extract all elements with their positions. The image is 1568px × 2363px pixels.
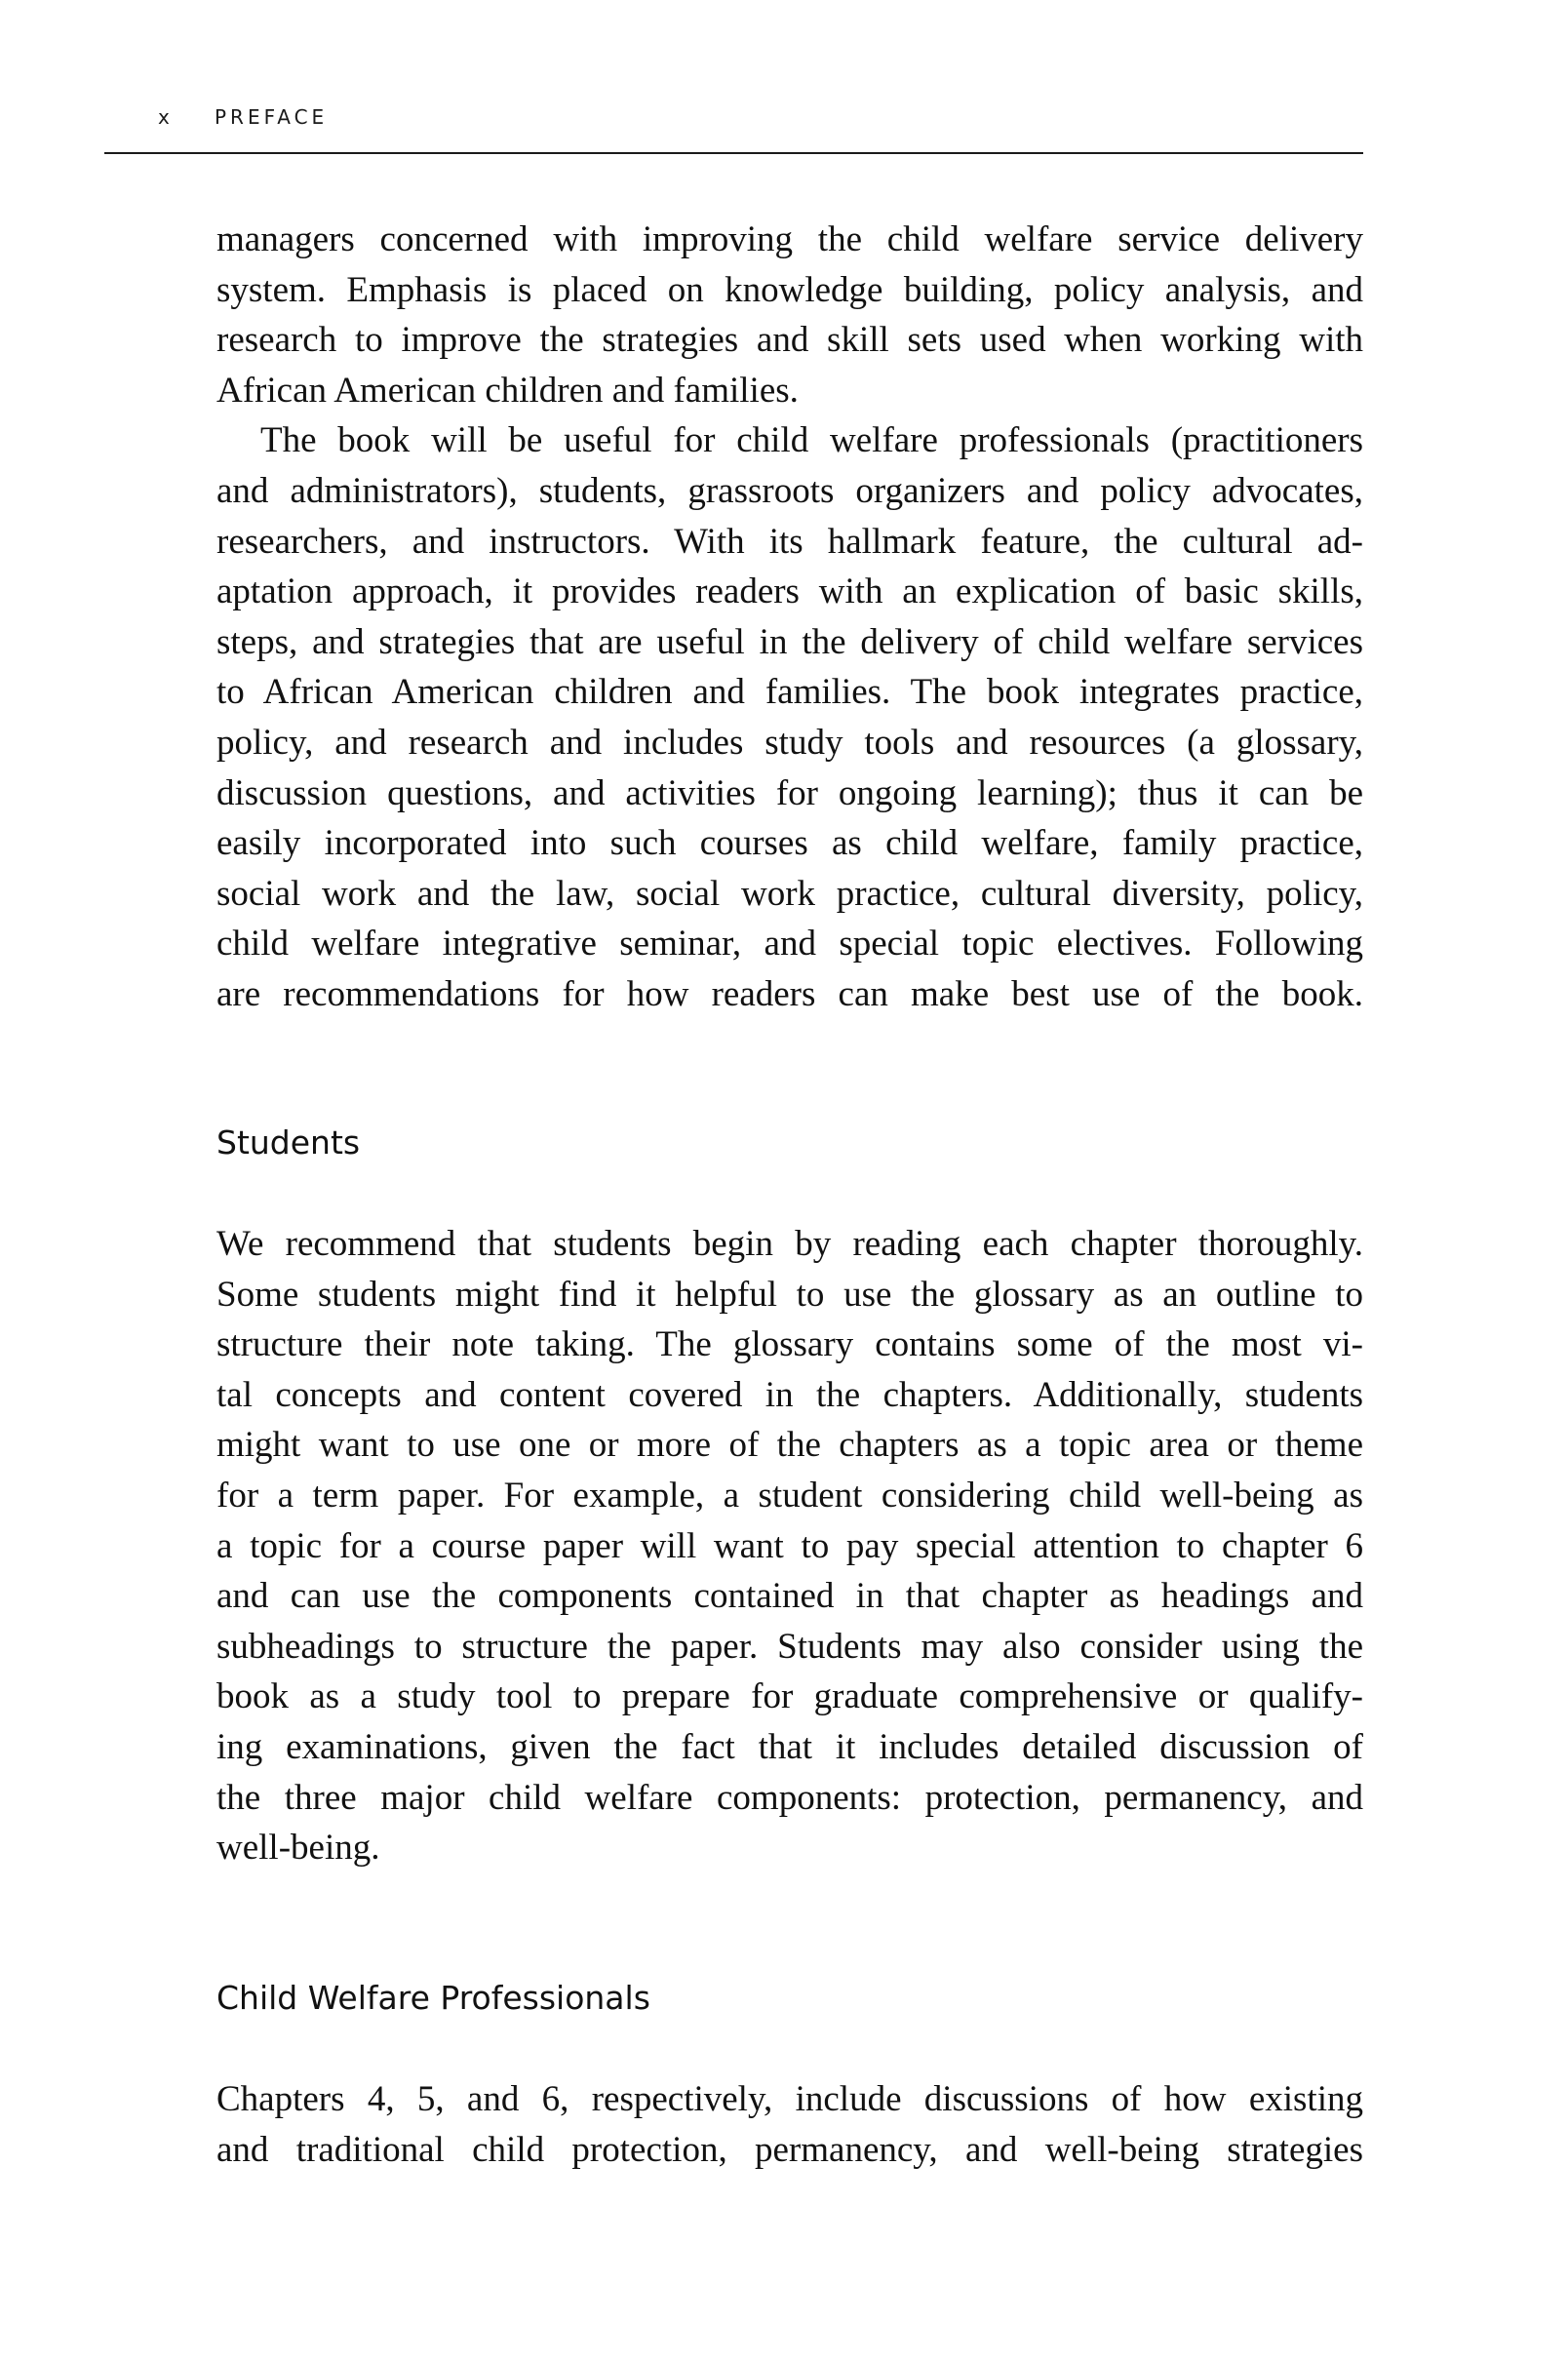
text-line: discussion questions, and activities for ongoing learning); thus it can be bbox=[216, 772, 1363, 813]
text-line: research to improve the strategies and skill sets used when working with bbox=[216, 320, 1363, 361]
text-line: and can use the components contained in that chapter as headings and bbox=[216, 1576, 1363, 1617]
text-line: subheadings to structure the paper. Students may also consider using the bbox=[216, 1626, 1363, 1667]
text-line: steps, and strategies that are useful in the delivery of child welfare services bbox=[216, 621, 1363, 662]
text-line: and administrators), students, grassroots organizers and policy advocates, bbox=[216, 471, 1363, 511]
text-line: might want to use one or more of the chapters as a topic area or theme bbox=[216, 1425, 1363, 1466]
text-line: easily incorporated into such courses as child welfare, family practice, bbox=[216, 823, 1363, 864]
text-line: managers concerned with improving the child welfare service delivery bbox=[216, 219, 1363, 259]
text-line: for a term paper. For example, a student considering child well-being as bbox=[216, 1476, 1363, 1516]
text-line: tal concepts and content covered in the chapters. Additionally, students bbox=[216, 1374, 1363, 1415]
section-heading-professionals: Child Welfare Professionals bbox=[216, 1979, 650, 2017]
text-line: child welfare integrative seminar, and special topic electives. Following bbox=[216, 924, 1363, 965]
text-line: African American children and families. bbox=[216, 370, 799, 411]
text-line: policy, and research and includes study tools and resources (a glossary, bbox=[216, 723, 1363, 763]
text-line: The book will be useful for child welfare professionals (practitioners bbox=[260, 420, 1363, 461]
text-line: and traditional child protection, permanency, and well-being strategies bbox=[216, 2129, 1363, 2170]
text-line: the three major child welfare components: protection, permanency, and bbox=[216, 1777, 1363, 1818]
header-rule bbox=[104, 152, 1363, 154]
text-line: Some students might find it helpful to use the glossary as an outline to bbox=[216, 1274, 1363, 1315]
text-line: system. Emphasis is placed on knowledge building, policy analysis, and bbox=[216, 269, 1363, 310]
text-line: a topic for a course paper will want to pay special attention to chapter 6 bbox=[216, 1525, 1363, 1566]
text-line: We recommend that students begin by reading each chapter thoroughly. bbox=[216, 1224, 1363, 1264]
section-heading-students: Students bbox=[216, 1123, 361, 1162]
text-line: well-being. bbox=[216, 1828, 380, 1869]
text-line: structure their note taking. The glossary contains some of the most vi- bbox=[216, 1324, 1363, 1365]
text-line: social work and the law, social work practice, cultural diversity, policy, bbox=[216, 873, 1363, 914]
text-line: ing examinations, given the fact that it includes detailed discussion of bbox=[216, 1727, 1363, 1767]
text-line: Chapters 4, 5, and 6, respectively, include discussions of how existing bbox=[216, 2079, 1363, 2119]
text-line: to African American children and families. The book integrates practice, bbox=[216, 672, 1363, 713]
running-head-title: PREFACE bbox=[215, 105, 329, 129]
page-number: x bbox=[158, 105, 170, 129]
text-line: researchers, and instructors. With its hallmark feature, the cultural ad- bbox=[216, 521, 1363, 562]
text-line: are recommendations for how readers can make best use of the book. bbox=[216, 974, 1363, 1014]
text-line: aptation approach, it provides readers with an explication of basic skills, bbox=[216, 571, 1363, 612]
text-line: book as a study tool to prepare for graduate comprehensive or qualify- bbox=[216, 1676, 1363, 1717]
